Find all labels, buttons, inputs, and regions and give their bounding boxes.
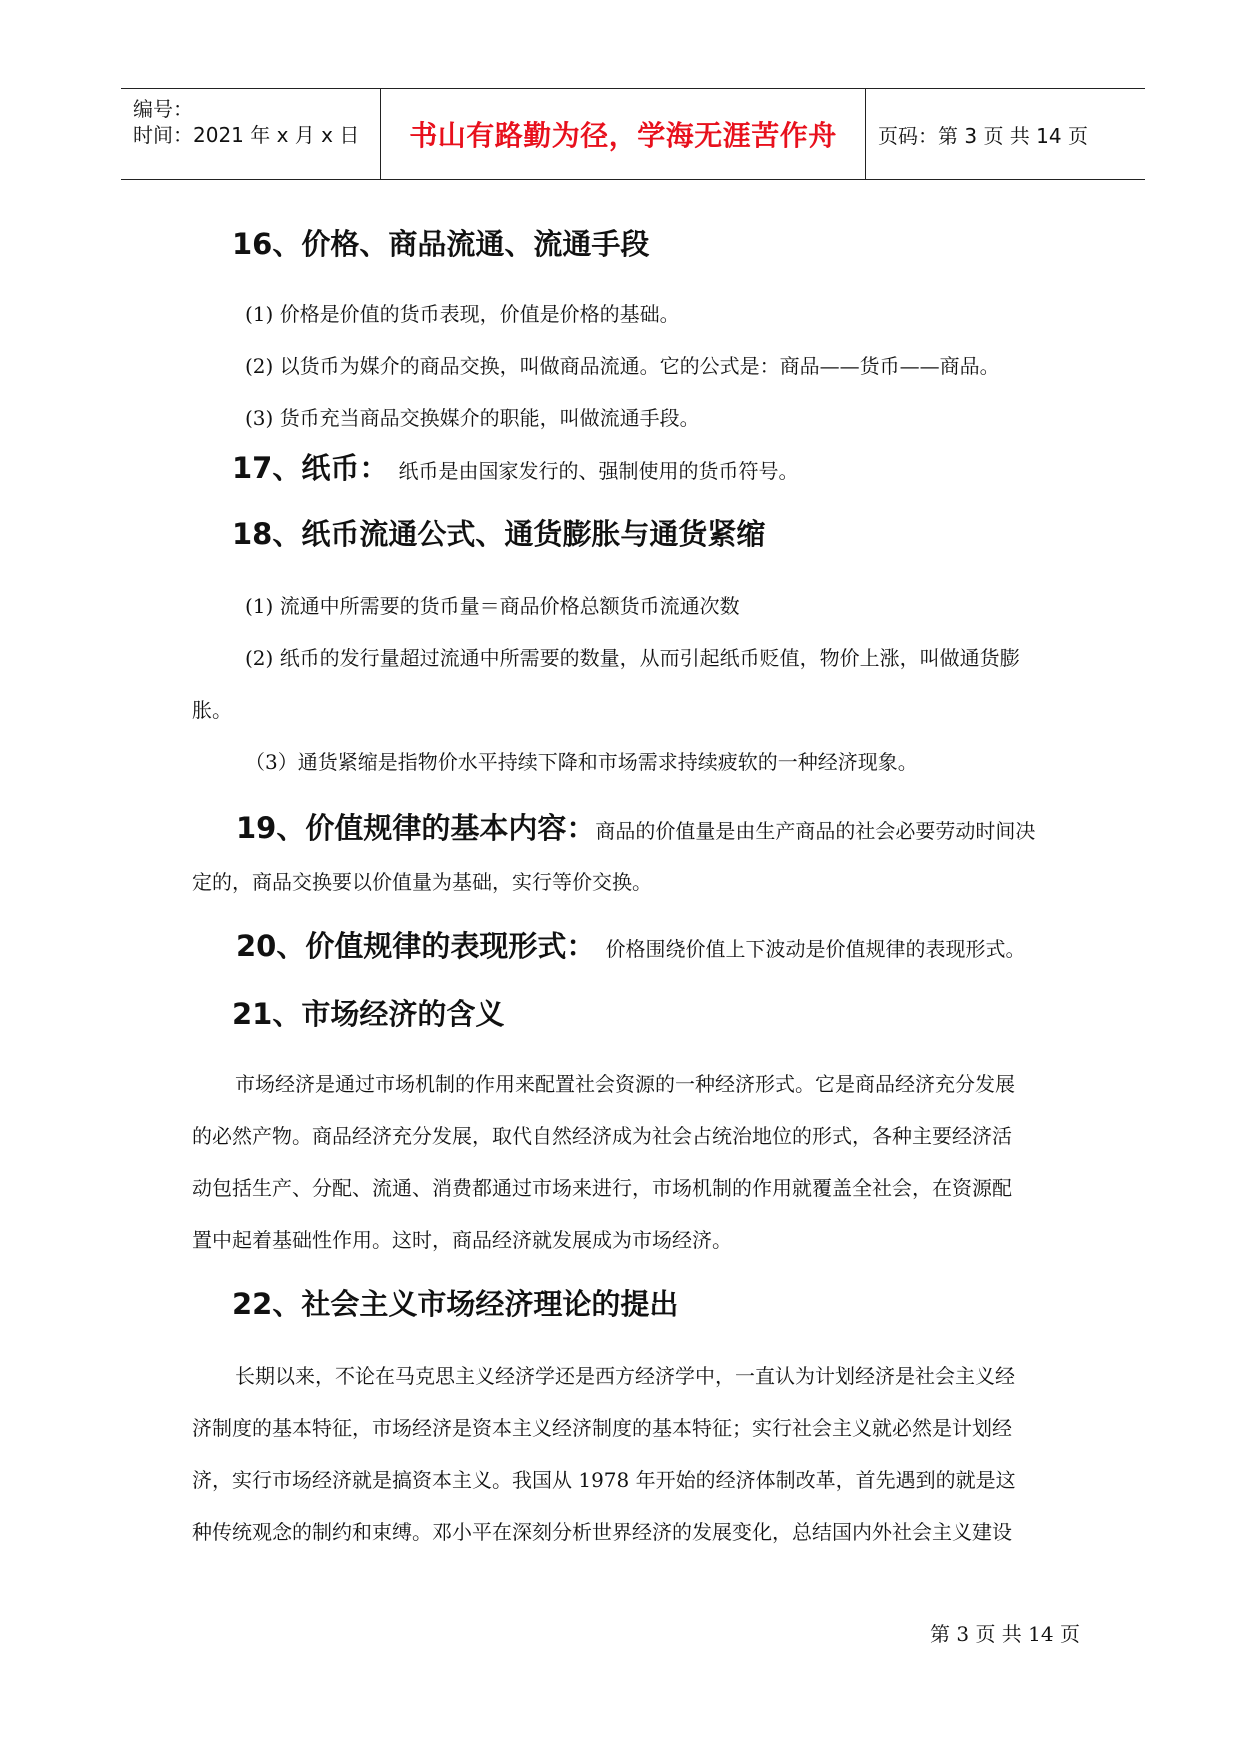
- section-20-heading: 20、价值规律的表现形式：: [236, 929, 596, 963]
- section-22-line-3: 济，实行市场经济就是搞资本主义。我国从 1978 年开始的经济体制改革，首先遇到的就是这: [192, 1468, 1016, 1492]
- section-19-title: [236, 806, 1035, 847]
- section-18-title: 18、纸币流通公式、通货膨胀与通货紧缩: [232, 517, 766, 551]
- section-21-line-4: 置中起着基础性作用。这时，商品经济就发展成为市场经济。: [192, 1228, 732, 1252]
- section-17-heading: 17、纸币：: [232, 451, 389, 485]
- section-22-title: 22、社会主义市场经济理论的提出: [232, 1287, 679, 1321]
- number-label: 编号：: [133, 97, 193, 121]
- section-22-line-4: 种传统观念的制约和束缚。邓小平在深刻分析世界经济的发展变化，总结国内外社会主义建设: [192, 1520, 1012, 1544]
- section-16-title: 16、价格、商品流通、流通手段: [232, 227, 650, 261]
- section-21-title: 21、市场经济的含义: [232, 997, 505, 1031]
- section-18-item-2: (2) 纸币的发行量超过流通中所需要的数量，从而引起纸币贬值，物价上涨，叫做通货膨: [245, 646, 1020, 670]
- section-17-body: 纸币是由国家发行的、强制使用的货币符号。: [398, 459, 799, 483]
- motto-text: 书山有路勤为径，学海无涯苦作舟: [409, 119, 837, 152]
- header-meta: [121, 89, 381, 179]
- section-16-item-1: (1) 价格是价值的货币表现，价值是价格的基础。: [245, 302, 680, 326]
- time-label: 时间：2021 年 x 月 x 日: [133, 123, 360, 147]
- section-19-body-cont: 定的，商品交换要以价值量为基础，实行等价交换。: [192, 870, 652, 894]
- header-page-info: 页码：第 3 页 共 14 页: [878, 123, 1088, 148]
- section-20-body: 价格围绕价值上下波动是价值规律的表现形式。: [605, 937, 1026, 961]
- section-18-item-3: （3）通货紧缩是指物价水平持续下降和市场需求持续疲软的一种经济现象。: [245, 750, 918, 774]
- section-18-item-2-cont: 胀。: [192, 698, 232, 722]
- section-16-item-3: (3) 货币充当商品交换媒介的职能，叫做流通手段。: [245, 406, 700, 430]
- section-20-title: [236, 924, 1025, 965]
- section-21-line-3: 动包括生产、分配、流通、消费都通过市场来进行，市场机制的作用就覆盖全社会，在资源配: [192, 1176, 1012, 1200]
- page-header: [121, 88, 1145, 180]
- section-22-line-1: 长期以来，不论在马克思主义经济学还是西方经济学中，一直认为计划经济是社会主义经: [235, 1364, 1015, 1388]
- section-19-heading: 19、价值规律的基本内容：: [236, 811, 596, 845]
- section-22-line-2: 济制度的基本特征，市场经济是资本主义经济制度的基本特征；实行社会主义就必然是计划经: [192, 1416, 1012, 1440]
- page-footer: 第 3 页 共 14 页: [930, 1622, 1080, 1646]
- section-16-item-2: (2) 以货币为媒介的商品交换，叫做商品流通。它的公式是：商品——货币——商品。: [245, 354, 1000, 378]
- section-18-item-1: (1) 流通中所需要的货币量＝商品价格总额货币流通次数: [245, 594, 740, 618]
- header-motto: [381, 89, 866, 179]
- section-21-line-2: 的必然产物。商品经济充分发展，取代自然经济成为社会占统治地位的形式，各种主要经济活: [192, 1124, 1012, 1148]
- section-17-title: [232, 446, 798, 487]
- section-19-body: 商品的价值量是由生产商品的社会必要劳动时间决: [595, 819, 1036, 843]
- section-21-line-1: 市场经济是通过市场机制的作用来配置社会资源的一种经济形式。它是商品经济充分发展: [235, 1072, 1015, 1096]
